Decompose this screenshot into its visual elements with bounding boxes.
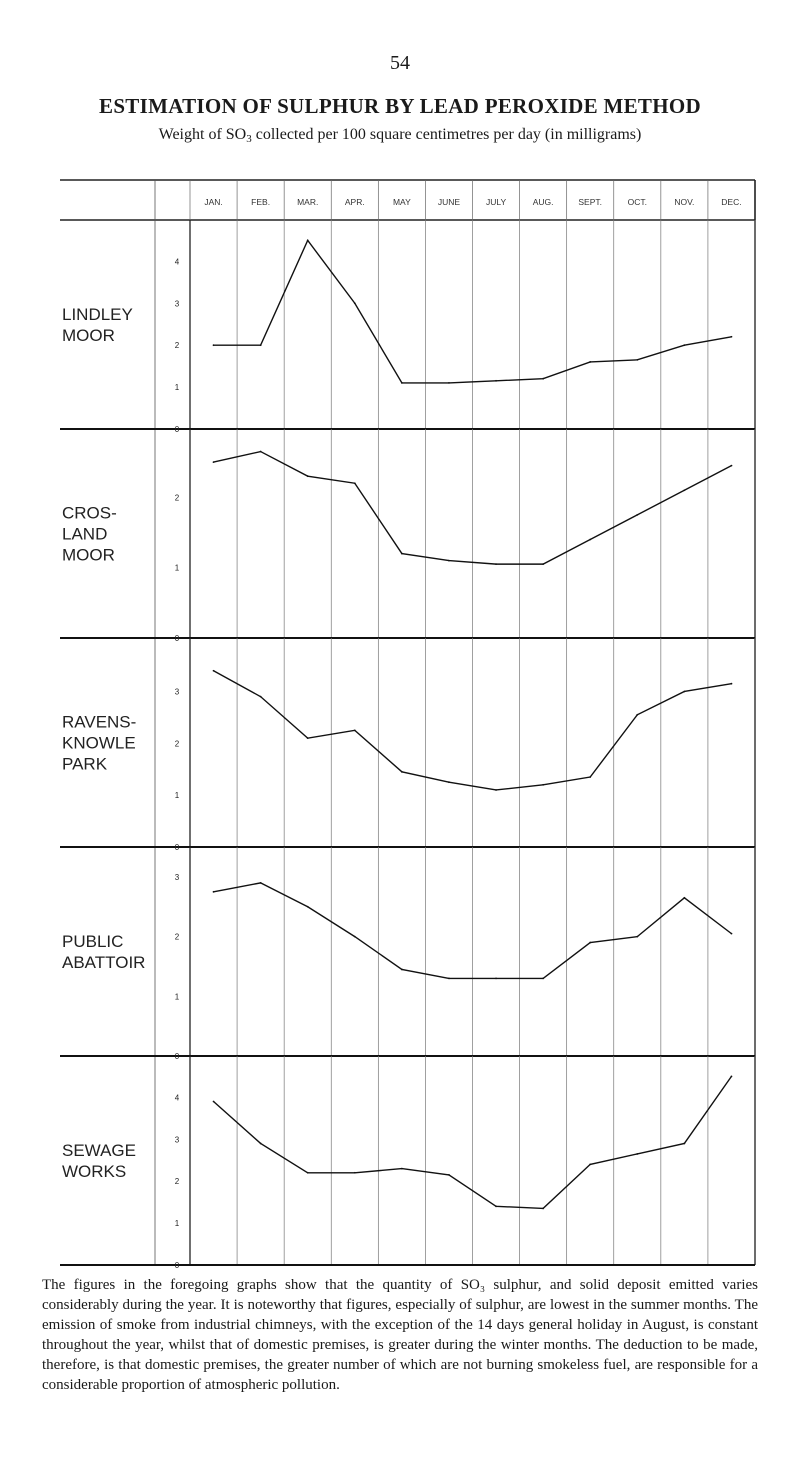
month-label-6: JULY xyxy=(485,197,507,207)
data-point xyxy=(354,729,356,731)
data-point xyxy=(401,1168,403,1170)
data-point xyxy=(448,781,450,783)
data-point xyxy=(542,378,544,380)
data-point xyxy=(636,514,638,516)
data-point xyxy=(448,560,450,562)
month-label-3: APR. xyxy=(344,197,365,207)
data-point xyxy=(731,1075,733,1077)
data-point xyxy=(589,361,591,363)
page-title: ESTIMATION OF SULPHUR BY LEAD PEROXIDE METHOD xyxy=(99,94,701,118)
tick-label: 1 xyxy=(174,563,180,573)
panel-sewage-works xyxy=(60,1056,755,1270)
data-point xyxy=(495,563,497,565)
footnote: The figures in the foregoing graphs show that the quantity of SO₃ sulphur, and solid deposit emitted varies considerably during the year. It is noteworthy that figures, especially of sulphur, are lowest in the summer months. The emission of smoke from industrial chimneys, with the exception of the 14 days general holiday in August, is constant throughout the year, whilst that of domestic premises, is greater during the winter months. The deduction to be made, therefore, is that domestic premises, the greater number of which are not burning smokeless fuel, are responsible for a considerable proportion of atmospheric pollution. xyxy=(42,1277,758,1393)
station-label-line: LINDLEY xyxy=(62,305,133,324)
station-label-line: MOOR xyxy=(62,545,115,565)
station-label-line: KNOWLE xyxy=(62,733,136,753)
tick-label: 4 xyxy=(174,1093,180,1103)
data-point xyxy=(495,380,497,382)
tick-label: 2 xyxy=(174,493,180,503)
month-label-9: OCT. xyxy=(627,197,647,207)
data-point xyxy=(401,969,403,971)
data-point xyxy=(401,553,403,555)
data-point xyxy=(589,776,591,778)
data-point xyxy=(589,1164,591,1166)
data-point xyxy=(731,933,733,935)
data-point xyxy=(401,771,403,773)
data-point xyxy=(354,936,356,938)
data-point xyxy=(448,977,450,979)
subtitle-post: collected per 100 square centimetres per day (in milligrams) xyxy=(251,126,642,143)
tick-label: 3 xyxy=(174,299,180,309)
data-point xyxy=(731,683,733,685)
month-label-4: MAY xyxy=(392,197,411,207)
panel-crosland-moor xyxy=(60,429,755,643)
station-label-line: LAND xyxy=(62,524,108,544)
month-label-5: JUNE xyxy=(437,197,461,207)
data-point xyxy=(731,336,733,338)
data-point xyxy=(683,489,685,491)
subtitle-pre: Weight of SO xyxy=(158,126,247,143)
tick-label: 4 xyxy=(174,257,180,267)
data-point xyxy=(213,344,215,346)
data-point xyxy=(354,1172,356,1174)
tick-label: 2 xyxy=(174,739,180,749)
data-point xyxy=(542,563,544,565)
tick-label: 1 xyxy=(174,791,180,801)
data-point xyxy=(260,1143,262,1145)
data-point xyxy=(495,977,497,979)
station-label-line: MOOR xyxy=(62,326,115,345)
data-point xyxy=(213,891,215,893)
tick-label: 3 xyxy=(174,872,180,882)
station-label-line: ABATTOIR xyxy=(62,953,146,972)
page-number: 54 xyxy=(390,52,410,74)
data-point xyxy=(213,461,215,463)
tick-label: 0 xyxy=(174,1261,180,1270)
tick-label: 2 xyxy=(174,1177,180,1187)
tick-label: 1 xyxy=(174,383,180,393)
tick-label: 3 xyxy=(174,687,180,697)
tick-label: 1 xyxy=(174,992,180,1002)
station-label-line: RAVENS- xyxy=(62,712,137,732)
data-point xyxy=(260,451,262,453)
data-point xyxy=(260,696,262,698)
data-point xyxy=(542,784,544,786)
data-point xyxy=(683,897,685,899)
data-point xyxy=(683,691,685,693)
data-point xyxy=(260,882,262,884)
tick-label: 3 xyxy=(174,1135,180,1145)
data-point xyxy=(589,539,591,541)
tick-label: 0 xyxy=(174,634,180,643)
data-point xyxy=(213,1101,215,1103)
data-point xyxy=(542,977,544,979)
data-point xyxy=(636,936,638,938)
station-label-line: WORKS xyxy=(62,1162,127,1181)
station-label-line: SEWAGE xyxy=(62,1141,136,1160)
data-point xyxy=(354,302,356,304)
page-subtitle xyxy=(0,126,800,145)
tick-label: 2 xyxy=(174,932,180,942)
subtitle-subscript: 3 xyxy=(246,133,252,145)
tick-label: 0 xyxy=(174,843,180,852)
tick-label: 0 xyxy=(174,1052,180,1061)
panel-public-abattoir xyxy=(60,847,755,1061)
month-label-10: NOV. xyxy=(674,197,695,207)
data-point xyxy=(636,714,638,716)
data-point xyxy=(589,942,591,944)
data-point xyxy=(495,789,497,791)
data-point xyxy=(495,1205,497,1207)
data-point xyxy=(307,239,309,241)
data-point xyxy=(683,1143,685,1145)
data-point xyxy=(542,1208,544,1210)
data-point xyxy=(260,344,262,346)
panel-ravensknowle-park xyxy=(60,638,755,852)
month-label-11: DEC. xyxy=(721,197,742,207)
month-label-8: SEPT. xyxy=(578,197,603,207)
data-point xyxy=(731,465,733,467)
month-label-0: JAN. xyxy=(204,197,223,207)
station-label-line: PUBLIC xyxy=(62,932,124,951)
tick-label: 2 xyxy=(174,341,180,351)
data-point xyxy=(307,475,309,477)
data-point xyxy=(448,382,450,384)
data-point xyxy=(354,482,356,484)
data-point xyxy=(683,344,685,346)
tick-label: 1 xyxy=(174,1219,180,1229)
tick-label: 0 xyxy=(174,425,180,434)
sulphur-chart xyxy=(60,170,760,1270)
data-point xyxy=(307,906,309,908)
month-label-7: AUG. xyxy=(532,197,554,207)
data-point xyxy=(401,382,403,384)
panel-lindley-moor xyxy=(60,220,755,434)
data-point xyxy=(307,1172,309,1174)
month-label-2: MAR. xyxy=(297,197,319,207)
data-point xyxy=(636,359,638,361)
data-point xyxy=(307,737,309,739)
station-label-line: PARK xyxy=(62,754,108,774)
data-point xyxy=(448,1174,450,1176)
month-label-1: FEB. xyxy=(251,197,271,207)
station-label-line: CROS- xyxy=(62,503,117,523)
data-point xyxy=(636,1153,638,1155)
data-point xyxy=(213,670,215,672)
